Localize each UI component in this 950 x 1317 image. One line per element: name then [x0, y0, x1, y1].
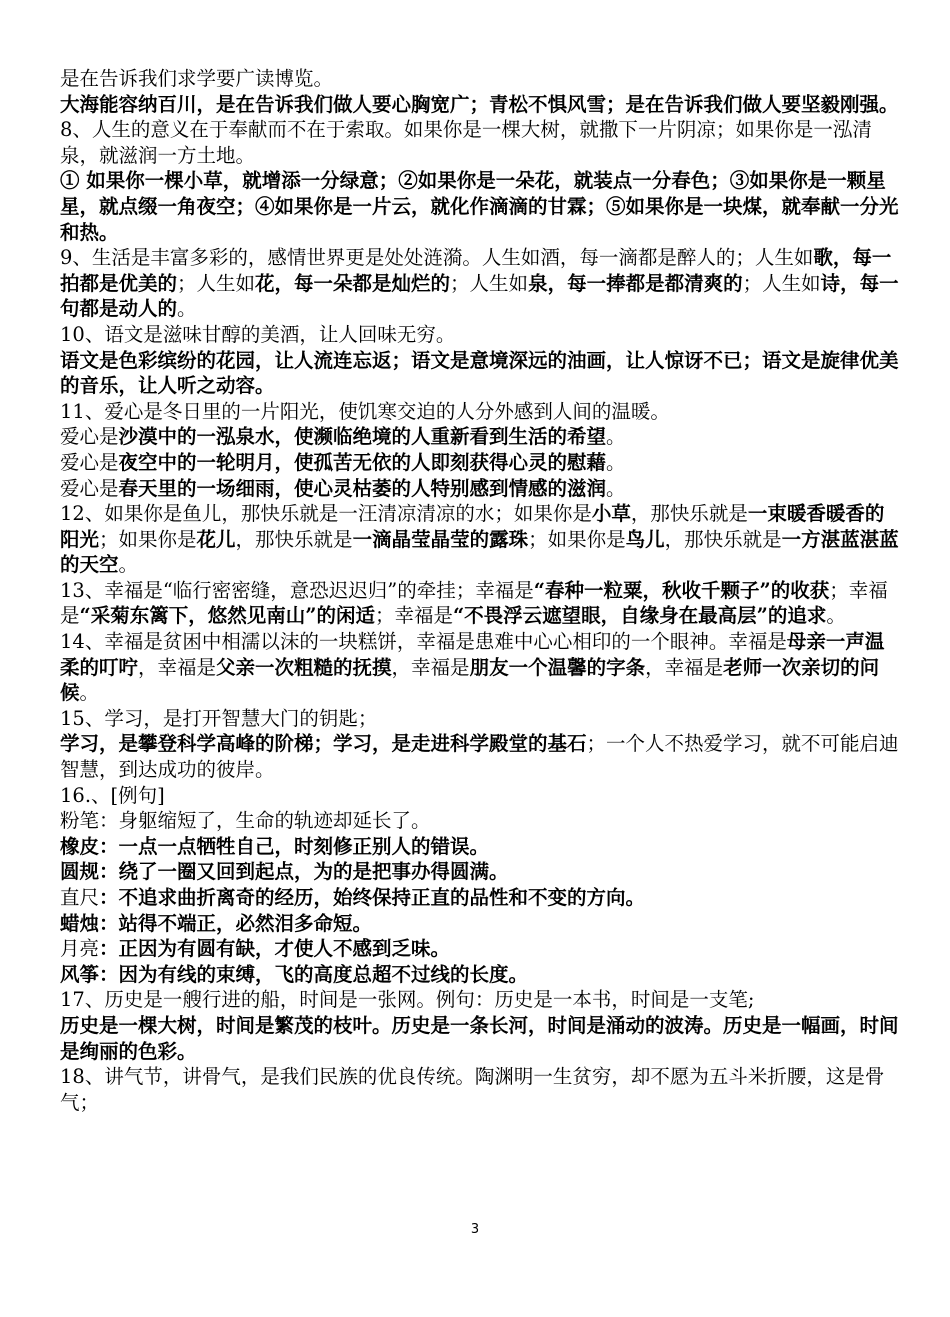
text-run: ；幸福是 [60, 578, 888, 628]
bold-text-run: 歌，每一拍都是优美的 [60, 246, 892, 295]
text-run: 月亮 [60, 937, 100, 961]
text-run: 。 [79, 681, 100, 705]
text-run: 。 [606, 425, 626, 449]
bold-text-run: 花，每一朵都是灿烂的 [255, 271, 451, 295]
bold-text-run: 泉，每一捧都是都清爽的 [528, 271, 743, 295]
paragraph [60, 476, 900, 502]
text-run: 。 [177, 297, 197, 321]
text-run: ；人生如 [177, 271, 256, 295]
text-run: ，那快乐就是 [664, 527, 782, 551]
bold-text-run: 蜡烛：站得不端正，必然泪多命短。 [60, 911, 373, 935]
text-run: 。 [606, 450, 626, 474]
bold-text-run: 花儿 [196, 527, 236, 551]
paragraph [60, 859, 900, 885]
paragraph [60, 424, 900, 450]
bold-text-run: 学习，是攀登科学高峰的阶梯；学习，是走进科学殿堂的基石 [60, 732, 587, 756]
text-run: 。 [606, 476, 626, 500]
text-run: 14、幸福是贫困中相濡以沫的一块糕饼，幸福是患难中心心相印的一个眼神。幸福是 [60, 630, 787, 654]
paragraph [60, 399, 900, 425]
bold-text-run: 语文是色彩缤纷的花园，让人流连忘返；语文是意境深远的油画，让人惊讶不已；语文是旋律优美的音乐，让人听之动容。 [60, 348, 899, 398]
text-run: 12、如果你是鱼儿，那快乐就是一汪清凉清凉的水；如果你是 [60, 502, 592, 526]
paragraph [60, 987, 900, 1013]
text-run: 8、人生的意义在于奉献而不在于索取。如果你是一棵大树，就撒下一片阴凉；如果你是一泓清泉，就滋润一方土地。 [60, 118, 872, 167]
text-run: 16.、[例句] [60, 783, 165, 807]
text-run: 爱心是 [60, 476, 119, 500]
text-run: 直尺 [60, 886, 100, 909]
text-run: 粉笔：身躯缩短了，生命的轨迹却延长了。 [60, 809, 431, 833]
document-body [60, 66, 900, 1115]
text-run: 是在告诉我们求学要广读博览。 [60, 67, 334, 90]
bold-text-run: 小草 [591, 502, 631, 526]
bold-text-run: 沙漠中的一泓泉水，使濒临绝境的人重新看到生活的希望 [118, 425, 607, 449]
paragraph [60, 936, 900, 962]
text-run: 10、语文是滋味甘醇的美酒，让人回味无穷。 [60, 322, 456, 346]
bold-text-run: 橡皮：一点一点牺牲自己，时刻修正别人的错误。 [60, 834, 490, 858]
paragraph [60, 783, 900, 809]
paragraph [60, 808, 900, 834]
text-run: 爱心是 [60, 450, 119, 474]
bold-text-run: ：不追求曲折离奇的经历，始终保持正直的品性和不变的方向。 [99, 886, 646, 909]
paragraph [60, 578, 900, 629]
text-run: 17、历史是一艘行进的船，时间是一张网。例句：历史是一本书，时间是一支笔; [60, 988, 755, 1012]
text-run: ，幸福是 [391, 655, 470, 679]
paragraph [60, 885, 900, 911]
bold-text-run: 老师一次亲切的问候 [60, 655, 880, 705]
bold-text-run: ① 如果你一棵小草，就增添一分绿意；②如果你是一朵花，就装点一分春色；③如果你是一颗星星，就点缀一角夜空；④如果你是一片云，就化作滴滴的甘霖；⑤如果你是一块煤，就奉献一分光和热。 [60, 169, 899, 244]
text-run: ，幸福是 [645, 655, 724, 679]
bold-text-run: 大海能容纳百川，是在告诉我们做人要心胸宽广；青松不惧风雪；是在告诉我们做人要坚毅刚强。 [60, 92, 899, 116]
paragraph [60, 66, 900, 92]
paragraph [60, 92, 900, 118]
bold-text-run: 春天里的一场细雨，使心灵枯萎的人特别感到情感的滋润 [118, 476, 607, 500]
paragraph [60, 348, 900, 399]
text-run: 爱心是 [60, 425, 119, 449]
bold-text-run: 朋友一个温馨的字条 [469, 655, 646, 679]
text-run: 11、爱心是冬日里的一片阳光，使饥寒交迫的人分外感到人间的温暖。 [60, 399, 670, 423]
paragraph [60, 834, 900, 860]
text-run: ；如果你是 [99, 527, 197, 551]
text-run: ，幸福是 [138, 655, 217, 679]
paragraph [60, 1013, 900, 1064]
text-run: 15、学习，是打开智慧大门的钥匙； [60, 706, 378, 730]
page-number: 3 [470, 1222, 480, 1237]
text-run: 。 [118, 553, 139, 577]
paragraph [60, 501, 900, 578]
bold-text-run: 一方湛蓝湛蓝的天空 [60, 527, 899, 577]
paragraph [60, 168, 900, 245]
bold-text-run: 鸟儿 [625, 527, 665, 551]
paragraph [60, 322, 900, 348]
text-run: 13、幸福是“临行密密缝，意恐迟迟归”的牵挂；幸福是 [60, 578, 534, 602]
paragraph [60, 731, 900, 782]
bold-text-run: 父亲一次粗糙的抚摸 [216, 655, 392, 679]
paragraph [60, 245, 900, 322]
text-run: ，那快乐就是 [235, 527, 353, 551]
bold-text-run: 诗，每一句都是动人的 [60, 271, 899, 321]
bold-text-run: 历史是一棵大树，时间是繁茂的枝叶。历史是一条长河，时间是涌动的波涛。历史是一幅画，时间是绚丽的色彩。 [60, 1013, 899, 1063]
paragraph [60, 117, 900, 168]
paragraph [60, 1064, 900, 1115]
bold-text-run: “采菊东篱下，悠然见南山”的闲适 [79, 604, 375, 628]
bold-text-run: 一束暖香暖香的阳光 [60, 502, 885, 551]
paragraph [60, 629, 900, 706]
text-run: 。 [826, 604, 846, 628]
text-run: ；一个人不热爱学习，就不可能启迪智慧，到达成功的彼岸。 [60, 732, 899, 782]
bold-text-run: 母亲一声温柔的叮咛 [60, 630, 885, 679]
bold-text-run: 一滴晶莹晶莹的露珠 [352, 527, 529, 551]
bold-text-run: 圆规：绕了一圈又回到起点，为的是把事办得圆满。 [60, 860, 509, 884]
text-run: ，那快乐就是 [630, 502, 748, 526]
paragraph [60, 706, 900, 732]
text-run: 18、讲气节，讲骨气，是我们民族的优良传统。陶渊明一生贫穷，却不愿为五斗米折腰，这是骨气； [60, 1065, 885, 1114]
text-run: ；人生如 [742, 271, 821, 295]
text-run: ；人生如 [450, 271, 529, 295]
bold-text-run: 夜空中的一轮明月，使孤苦无依的人即刻获得心灵的慰藉 [118, 450, 607, 474]
text-run: 9、生活是丰富多彩的，感情世界更是处处涟漪。人生如酒，每一滴都是醉人的；人生如 [60, 246, 814, 270]
bold-text-run: 风筝：因为有线的束缚，飞的高度总超不过线的长度。 [60, 962, 529, 986]
paragraph [60, 962, 900, 988]
bold-text-run: “不畏浮云遮望眼，自缘身在最高层”的追求 [452, 604, 827, 628]
paragraph [60, 450, 900, 476]
text-run: ；幸福是 [374, 604, 453, 628]
text-run: ；如果你是 [528, 527, 626, 551]
bold-text-run: ：正因为有圆有缺，才使人不感到乏味。 [99, 937, 451, 961]
bold-text-run: “春种一粒粟，秋收千颗子”的收获 [533, 578, 830, 602]
paragraph [60, 911, 900, 937]
